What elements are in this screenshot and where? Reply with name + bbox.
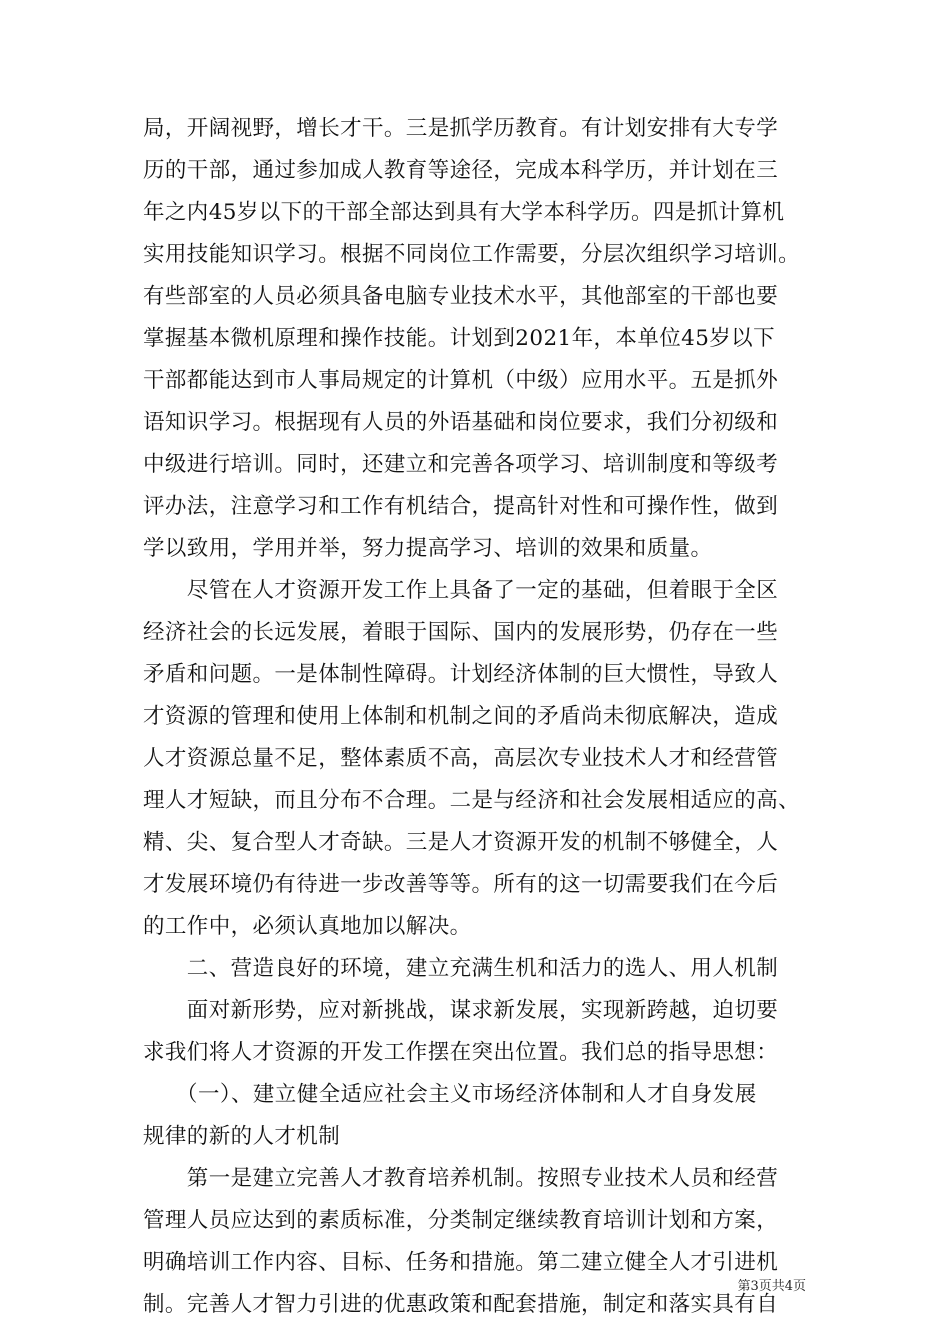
text-line: 第一是建立完善人才教育培养机制。按照专业技术人员和经营 [143, 1166, 779, 1191]
text-line: 语知识学习。根据现有人员的外语基础和岗位要求，我们分初级和 [143, 410, 779, 435]
text-line: 才发展环境仍有待进一步改善等等。所有的这一切需要我们在今后 [143, 872, 779, 897]
text-line: 求我们将人才资源的开发工作摆在突出位置。我们总的指导思想： [143, 1040, 779, 1065]
text-line: 面对新形势，应对新挑战，谋求新发展，实现新跨越，迫切要 [143, 998, 779, 1023]
text-line: 年之内45岁以下的干部全部达到具有大学本科学历。四是抓计算机 [143, 200, 785, 225]
text-line: 中级进行培训。同时，还建立和完善各项学习、培训制度和等级考 [143, 452, 779, 477]
text-line: 尽管在人才资源开发工作上具备了一定的基础，但着眼于全区 [143, 578, 779, 603]
text-line: 人才资源总量不足，整体素质不高，高层次专业技术人才和经营管 [143, 746, 779, 771]
text-line: 理人才短缺，而且分布不合理。二是与经济和社会发展相适应的高、 [143, 788, 801, 813]
text-line: 管理人员应达到的素质标准，分类制定继续教育培训计划和方案， [143, 1208, 779, 1233]
text-line: 掌握基本微机原理和操作技能。计划到2021年，本单位45岁以下 [143, 326, 775, 351]
text-line: 矛盾和问题。一是体制性障碍。计划经济体制的巨大惯性，导致人 [143, 662, 779, 687]
subsection-heading: （一）、建立健全适应社会主义市场经济体制和人才自身发展 [143, 1082, 757, 1107]
text-line: 干部都能达到市人事局规定的计算机（中级）应用水平。五是抓外 [143, 368, 779, 393]
text-line: 明确培训工作内容、目标、任务和措施。第二建立健全人才引进机 [143, 1250, 779, 1275]
text-line: 评办法，注意学习和工作有机结合，提高针对性和可操作性，做到 [143, 494, 779, 519]
text-line: 的工作中，必须认真地加以解决。 [143, 914, 472, 939]
subsection-heading: 规律的新的人才机制 [143, 1124, 341, 1149]
text-line: 局，开阔视野，增长才干。三是抓学历教育。有计划安排有大专学 [143, 116, 779, 141]
text-line: 制。完善人才智力引进的优惠政策和配套措施，制定和落实具有自 [143, 1292, 779, 1317]
text-line: 实用技能知识学习。根据不同岗位工作需要，分层次组织学习培训。 [143, 242, 801, 267]
text-line: 学以致用，学用并举，努力提高学习、培训的效果和质量。 [143, 536, 713, 561]
text-line: 精、尖、复合型人才奇缺。三是人才资源开发的机制不够健全，人 [143, 830, 779, 855]
page-number: 第3页共4页 [737, 1279, 806, 1294]
text-line: 历的干部，通过参加成人教育等途径，完成本科学历，并计划在三 [143, 158, 779, 183]
text-line: 经济社会的长远发展，着眼于国际、国内的发展形势，仍存在一些 [143, 620, 779, 645]
text-line: 有些部室的人员必须具备电脑专业技术水平，其他部室的干部也要 [143, 284, 779, 309]
section-heading: 二、营造良好的环境，建立充满生机和活力的选人、用人机制 [143, 956, 779, 981]
text-line: 才资源的管理和使用上体制和机制之间的矛盾尚未彻底解决，造成 [143, 704, 779, 729]
